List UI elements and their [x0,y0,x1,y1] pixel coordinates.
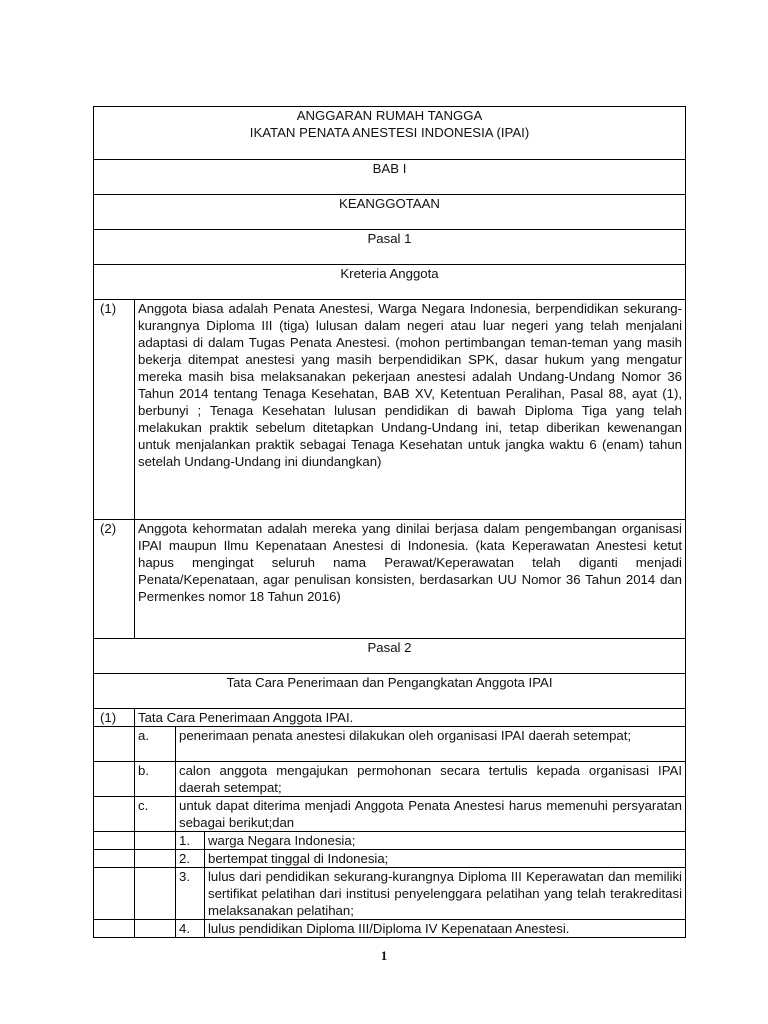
document-page [93,106,685,938]
blank-cell [135,832,176,850]
blank-cell [94,727,135,762]
blank-cell [94,850,135,868]
pasal1-row [94,230,686,265]
requirement-row [94,850,686,868]
blank-cell [94,832,135,850]
requirement-number: 3. [176,868,205,920]
pasal1-item-row [94,520,686,639]
blank-cell [94,797,135,832]
pasal1-item-text: Anggota kehormatan adalah mereka yang dinilai berjasa dalam pengembangan organisasi IPAI maupun Ilmu Kepenataan Anestesi di Indonesia. (kata Keperawatan Anestesi ketut hapus mengingat seluruh nama Perawat/Keperawatan telah diganti menjadi Penata/Kepenataan, agar penulisan konsisten, berdasarkan UU Nomor 36 Tahun 2014 dan Permenkes nomor 18 Tahun 2016) [135,520,686,639]
requirement-row [94,832,686,850]
blank-cell [94,868,135,920]
subitem-text: untuk dapat diterima menjadi Anggota Penata Anestesi harus memenuhi persyaratan sebagai berikut;dan [176,797,686,832]
requirement-number: 2. [176,850,205,868]
subitem-letter: a. [135,727,176,762]
pasal2-item-row [94,709,686,727]
requirement-text: bertempat tinggal di Indonesia; [205,850,686,868]
pasal1-title-row [94,265,686,300]
blank-cell [94,762,135,797]
requirement-number: 1. [176,832,205,850]
pasal1-item-number: (2) [94,520,135,639]
pasal2-title-row [94,674,686,709]
subitem-row [94,762,686,797]
article-table [93,106,686,938]
subitem-row [94,797,686,832]
requirement-text: lulus dari pendidikan sekurang-kurangnya Diploma III Keperawatan dan memiliki sertifikat pelatihan dari institusi penyelenggara pelatihan yang telah terakreditasi melaksanakan pelatihan; [205,868,686,920]
bab-label: BAB I [94,160,686,195]
pasal1-item-text: Anggota biasa adalah Penata Anestesi, Warga Negara Indonesia, berpendidikan sekurang-kurangnya Diploma III (tiga) lulusan dalam negeri atau luar negeri yang telah menjalani adaptasi di dalam Tugas Penata Anestesi. (mohon pertimbangan teman-teman yang masih bekerja ditempat anestesi yang masih berpendidikan SPK, dasar hukum yang mengatur mereka masih bisa melaksanakan pekerjaan anestesi adalah Undang-Undang Nomor 36 Tahun 2014 tentang Tenaga Kesehatan, BAB XV, Ketentuan Peralihan, Pasal 88, ayat (1), berbunyi ; Tenaga Kesehatan lulusan pendidikan di bawah Diploma Tiga yang telah melakukan praktik sebelum ditetapkan Undang-Undang ini, tetap diberikan kewenangan untuk menjalankan praktik sebagai Tenaga Kesehatan untuk jangka waktu 6 (enam) tahun setelah Undang-Undang ini diundangkan) [135,300,686,520]
pasal2-row [94,639,686,674]
requirement-number: 4. [176,920,205,938]
subitem-text: penerimaan penata anestesi dilakukan oleh organisasi IPAI daerah setempat; [176,727,686,762]
subitem-row [94,727,686,762]
subitem-letter: c. [135,797,176,832]
page-number: 1 [380,948,388,963]
pasal2-item-number: (1) [94,709,135,727]
blank-cell [135,920,176,938]
bab-row [94,160,686,195]
blank-cell [94,920,135,938]
subitem-letter: b. [135,762,176,797]
title-row [94,107,686,160]
title-line-1: ANGGARAN RUMAH TANGGA [296,108,483,123]
pasal1-title: Kreteria Anggota [94,265,686,300]
pasal2-title: Tata Cara Penerimaan dan Pengangkatan Anggota IPAI [94,674,686,709]
blank-cell [135,868,176,920]
title-line-2: IKATAN PENATA ANESTESI INDONESIA (IPAI) [249,125,530,140]
document-title [94,107,686,160]
blank-cell [135,850,176,868]
pasal2-label: Pasal 2 [94,639,686,674]
requirement-text: warga Negara Indonesia; [205,832,686,850]
pasal1-item-number: (1) [94,300,135,520]
subitem-text: calon anggota mengajukan permohonan secara tertulis kepada organisasi IPAI daerah setempat; [176,762,686,797]
pasal1-label: Pasal 1 [94,230,686,265]
pasal2-item-text: Tata Cara Penerimaan Anggota IPAI. [135,709,686,727]
bab-title-row [94,195,686,230]
requirement-row [94,868,686,920]
requirement-row [94,920,686,938]
pasal1-item-row [94,300,686,520]
requirement-text: lulus pendidikan Diploma III/Diploma IV Kepenataan Anestesi. [205,920,686,938]
bab-title: KEANGGOTAAN [94,195,686,230]
